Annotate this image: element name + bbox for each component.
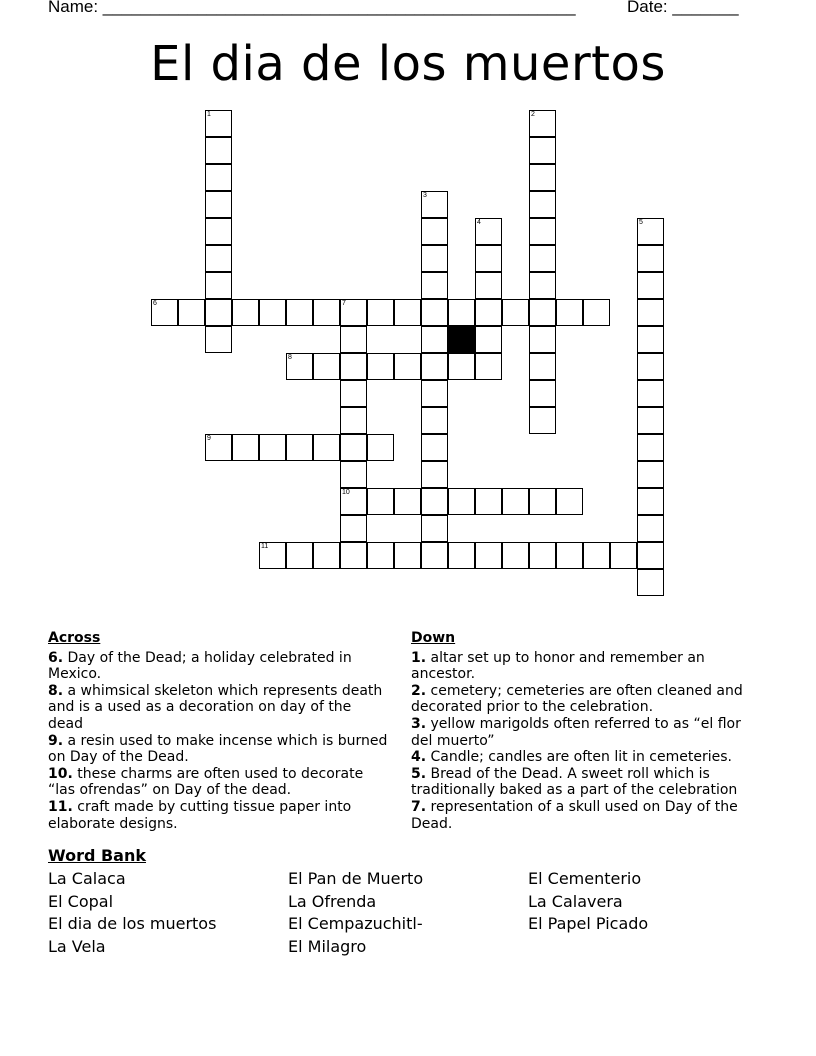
clue-item-text: a whimsical skeleton which represents death and is a used as a decoration on day of the dead [48,682,383,732]
grid-cell[interactable] [529,272,556,299]
grid-cell[interactable] [205,272,232,299]
clue-number: 4 [477,219,481,226]
clue-item [411,716,761,749]
clue-item-number: 4. [411,749,427,766]
grid-cell[interactable] [529,191,556,218]
grid-cell[interactable] [367,299,394,326]
clue-item-text: cemetery; cemeteries are often cleaned and decorated prior to the celebration. [411,682,743,716]
word-bank-column [288,868,423,959]
word-bank-column [528,868,648,936]
grid-cell[interactable] [529,245,556,272]
clue-number: 5 [639,219,643,226]
word-bank-item: El Milagro [288,937,367,957]
clue-item-text: Bread of the Dead. A sweet roll which is traditionally baked as a part of the celebration [411,765,738,799]
grid-cell[interactable] [421,353,448,380]
grid-cell[interactable] [205,164,232,191]
word-bank-item: El Copal [48,891,114,911]
grid-cell[interactable] [475,488,502,515]
grid-cell[interactable] [394,488,421,515]
clue-item-number: 5. [411,765,427,782]
down-clues [411,630,761,832]
grid-cell[interactable] [205,110,232,137]
grid-cell[interactable] [502,488,529,515]
grid-cell[interactable] [367,542,394,569]
grid-cell[interactable] [421,191,448,218]
clue-item [48,683,388,733]
grid-cell[interactable] [637,569,664,596]
grid-cell[interactable] [448,353,475,380]
grid-cell[interactable] [340,299,367,326]
clue-item-number: 10. [48,765,73,782]
grid-cell[interactable] [529,488,556,515]
grid-cell[interactable] [286,434,313,461]
grid-cell[interactable] [367,488,394,515]
clue-item-text: Candle; candles are often lit in cemeteries. [426,749,732,766]
grid-cell[interactable] [421,434,448,461]
clue-item-number: 2. [411,682,427,699]
grid-cell[interactable] [637,353,664,380]
grid-cell[interactable] [637,542,664,569]
clue-number: 2 [531,111,535,118]
word-bank-item: El Cementerio [528,869,642,888]
grid-cell[interactable] [205,245,232,272]
grid-cell[interactable] [583,542,610,569]
clue-item-text: a resin used to make incense which is burned on Day of the Dead. [48,732,388,766]
grid-cell[interactable] [340,434,367,461]
grid-cell[interactable] [367,353,394,380]
clue-item [48,799,388,832]
grid-cell[interactable] [421,326,448,353]
grid-cell[interactable] [421,542,448,569]
grid-cell[interactable] [340,488,367,515]
across-clues [48,630,388,832]
grid-cell[interactable] [367,434,394,461]
grid-cell[interactable] [205,137,232,164]
clue-item-text: Day of the Dead; a holiday celebrated in Mexico. [48,649,352,683]
grid-cell[interactable] [286,542,313,569]
grid-cell[interactable] [205,299,232,326]
grid-cell[interactable] [421,272,448,299]
word-bank-item: El dia de los muertos [48,914,217,934]
grid-cell[interactable] [556,488,583,515]
grid-cell[interactable] [205,191,232,218]
clue-number: 10 [342,489,350,496]
clue-item [48,733,388,766]
grid-cell[interactable] [637,218,664,245]
clue-item [411,799,761,832]
clue-number: 3 [423,192,427,199]
word-bank-item: El Papel Picado [528,914,649,934]
clue-item-number: 11. [48,798,73,815]
down-heading: Down [411,630,456,646]
clue-number: 1 [207,111,211,118]
down-clue-list [411,650,761,833]
grid-cell[interactable] [313,542,340,569]
grid-cell[interactable] [529,218,556,245]
grid-cell[interactable] [475,353,502,380]
grid-cell[interactable] [448,488,475,515]
word-bank-title: Word Bank [48,846,147,865]
clue-item [48,650,388,683]
clue-item [411,683,761,716]
grid-cell[interactable] [448,299,475,326]
clue-item-number: 8. [48,682,64,699]
grid-cell[interactable] [313,434,340,461]
grid-cell[interactable] [475,272,502,299]
clue-number: 9 [207,435,211,442]
grid-cell[interactable] [637,434,664,461]
grid-cell[interactable] [529,164,556,191]
word-bank-item: La Ofrenda [288,891,377,911]
grid-cell[interactable] [529,407,556,434]
grid-cell[interactable] [394,353,421,380]
clue-item [411,749,761,766]
grid-cell[interactable] [340,380,367,407]
clue-number: 7 [342,300,346,307]
grid-cell[interactable] [637,461,664,488]
grid-cell[interactable] [286,299,313,326]
grid-cell[interactable] [205,434,232,461]
grid-cell[interactable] [529,380,556,407]
grid-cell[interactable] [475,326,502,353]
word-bank-item: El Pan de Muerto [288,869,424,888]
clue-item-text: craft made by cutting tissue paper into elaborate designs. [48,798,352,832]
grid-cell[interactable] [340,542,367,569]
grid-cell[interactable] [259,542,286,569]
word-bank-column [48,868,216,959]
grid-cell[interactable] [340,461,367,488]
grid-cell[interactable] [259,299,286,326]
grid-cell[interactable] [637,515,664,542]
word-bank-item: La Calaca [48,869,126,888]
clue-item-number: 9. [48,732,64,749]
grid-cell[interactable] [178,299,205,326]
grid-cell[interactable] [637,299,664,326]
grid-cell[interactable] [475,542,502,569]
grid-cell[interactable] [340,515,367,542]
clue-item-text: these charms are often used to decorate “las ofrendas” on Day of the dead. [48,765,364,799]
grid-cell[interactable] [232,434,259,461]
date-field-label: Date: _______ [627,0,739,16]
grid-cell[interactable] [421,218,448,245]
grid-cell[interactable] [313,353,340,380]
grid-cell[interactable] [421,515,448,542]
grid-cell[interactable] [394,299,421,326]
clue-item-number: 6. [48,649,64,666]
grid-cell[interactable] [475,218,502,245]
grid-cell[interactable] [556,299,583,326]
grid-cell[interactable] [529,299,556,326]
grid-cell[interactable] [151,299,178,326]
clue-item-number: 7. [411,798,427,815]
grid-cell[interactable] [232,299,259,326]
grid-cell[interactable] [529,326,556,353]
grid-cell[interactable] [421,407,448,434]
grid-cell[interactable] [637,488,664,515]
clue-item [48,766,388,799]
clue-item-text: yellow marigolds often referred to as “el flor del muerto” [411,715,741,749]
clue-number: 11 [261,543,269,550]
grid-cell[interactable] [205,218,232,245]
grid-cell[interactable] [556,542,583,569]
grid-cell[interactable] [448,542,475,569]
clue-number: 6 [153,300,157,307]
clue-number: 8 [288,354,292,361]
grid-cell[interactable] [637,407,664,434]
page-title: El dia de los muertos [150,36,666,92]
name-field-label: Name: __________________________________________________ [48,0,576,16]
grid-cell[interactable] [637,380,664,407]
grid-cell[interactable] [421,380,448,407]
grid-cell[interactable] [610,542,637,569]
grid-cell[interactable] [583,299,610,326]
clue-item-number: 3. [411,715,427,732]
grid-cell[interactable] [421,461,448,488]
word-bank-item: La Calavera [528,891,623,911]
grid-cell[interactable] [529,353,556,380]
across-heading: Across [48,630,101,646]
black-cell [448,326,475,353]
grid-cell[interactable] [637,272,664,299]
grid-cell[interactable] [421,488,448,515]
grid-cell[interactable] [502,299,529,326]
grid-cell[interactable] [421,245,448,272]
grid-cell[interactable] [475,245,502,272]
word-bank-item: La Vela [48,937,106,957]
clue-item [411,766,761,799]
grid-cell[interactable] [259,434,286,461]
clue-item-number: 1. [411,649,427,666]
clue-item [411,650,761,683]
grid-cell[interactable] [286,353,313,380]
grid-cell[interactable] [421,299,448,326]
grid-cell[interactable] [637,326,664,353]
grid-cell[interactable] [340,326,367,353]
grid-cell[interactable] [529,137,556,164]
grid-cell[interactable] [637,245,664,272]
clue-item-text: altar set up to honor and remember an ancestor. [411,649,705,683]
grid-cell[interactable] [475,299,502,326]
grid-cell[interactable] [205,326,232,353]
grid-cell[interactable] [529,110,556,137]
grid-cell[interactable] [502,542,529,569]
grid-cell[interactable] [394,542,421,569]
grid-cell[interactable] [340,407,367,434]
word-bank-item: El Cempazuchitl- [288,914,423,934]
grid-cell[interactable] [340,353,367,380]
grid-cell[interactable] [313,299,340,326]
clue-item-text: representation of a skull used on Day of the Dead. [411,798,738,832]
across-clue-list [48,650,388,833]
grid-cell[interactable] [529,542,556,569]
